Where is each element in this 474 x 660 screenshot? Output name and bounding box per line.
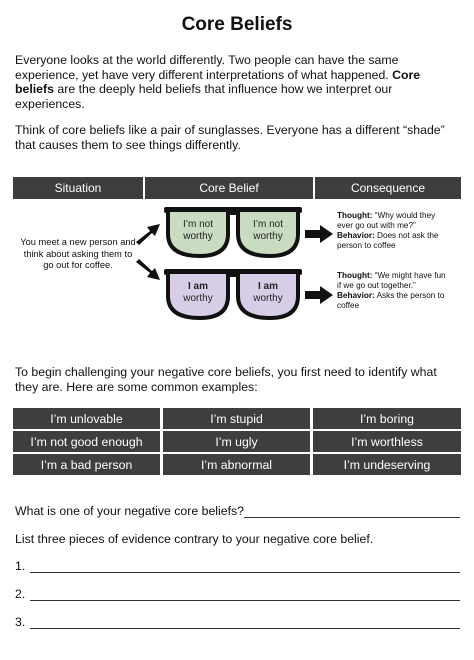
list-number-1: 1. [15,559,26,573]
behavior-text-2: Asks the person to coffee [337,291,445,310]
example-cell: I’m undeserving [313,454,461,475]
behavior-label: Behavior: [337,231,375,240]
lens-left-bold: I am [187,281,208,292]
consequence-negative [337,211,449,251]
example-cell: I’m abnormal [163,454,310,475]
answer-line-3[interactable] [30,628,460,629]
lens-right-bold: I am [257,281,278,292]
page-title: Core Beliefs [181,14,293,35]
thought-text: “Why would they ever go out with me?” [337,211,436,230]
example-cell: I’m ugly [163,431,310,452]
header-core-belief: Core Belief [145,177,315,199]
question-negative-belief: What is one of your negative core beliefs? [15,504,244,518]
lens-left-positive [170,281,226,305]
intro-text-2: are the deeply held beliefs that influence how we interpret our experiences. [15,82,393,111]
behavior-text: Does not ask the person to coffee [337,231,439,250]
list-number-2: 2. [15,587,26,601]
lens-right-negative: I’m not worthy [252,219,283,242]
lens-right-rest: worthy [253,293,283,304]
list-number-3: 3. [15,615,26,629]
thought-label: Thought: [337,211,373,220]
thought-text-2: “We might have fun if we go out together.” [337,271,446,290]
answer-line-belief[interactable] [244,517,460,518]
example-cell: I’m stupid [163,408,310,429]
arrow-right-icon-2 [305,286,333,304]
lens-left-negative: I’m not worthy [182,219,213,242]
situation-text: You meet a new person and think about asking them to go out for coffee. [20,237,136,270]
arrow-right-icon [305,225,333,243]
intro-paragraph [15,53,461,111]
sunglasses-paragraph: Think of core beliefs like a pair of sunglasses. Everyone has a different “shade” that causes them to see things differently. [15,123,445,152]
header-consequence: Consequence [315,177,461,199]
thought-label-2: Thought: [337,271,373,280]
header-situation: Situation [13,177,145,199]
answer-line-2[interactable] [30,600,460,601]
consequence-positive [337,271,449,311]
behavior-label-2: Behavior: [337,291,375,300]
lens-left-rest: worthy [183,293,213,304]
question-evidence: List three pieces of evidence contrary to your negative core belief. [15,532,374,546]
answer-line-1[interactable] [30,572,460,573]
example-cell: I’m not good enough [13,431,160,452]
challenge-paragraph: To begin challenging your negative core beliefs, you first need to identify what they are. Here are some common examples: [15,365,437,394]
arrow-down-right-icon [134,258,162,282]
example-cell: I’m a bad person [13,454,160,475]
intro-bold: Core beliefs [15,67,421,96]
intro-text-1: Everyone looks at the world differently. Two people can have the same experience, yet have very different interpretations of what happened. [15,53,399,82]
examples-grid [13,408,461,475]
arrow-up-right-icon [134,222,162,246]
diagram-header-row [13,177,461,199]
example-cell: I’m boring [313,408,461,429]
example-cell: I’m worthless [313,431,461,452]
lens-right-positive [240,281,296,305]
example-cell: I’m unlovable [13,408,160,429]
